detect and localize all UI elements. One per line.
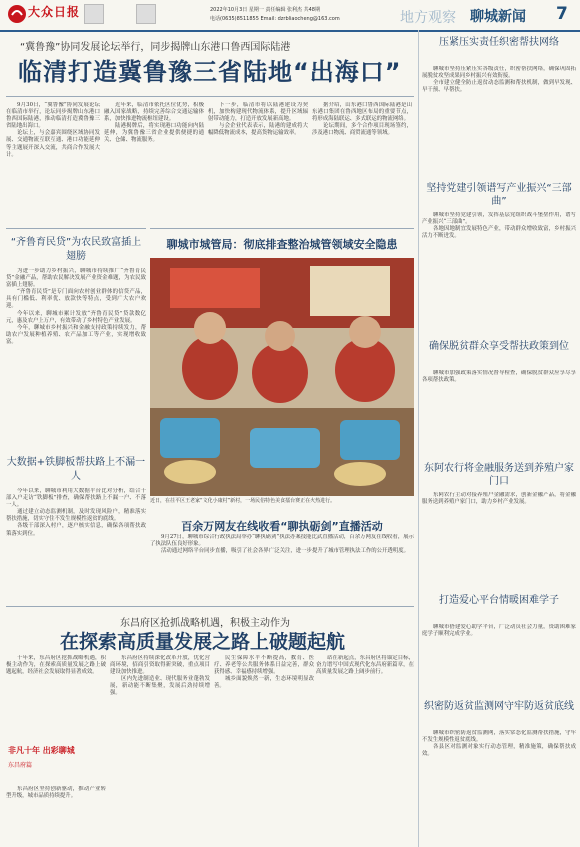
- contact-line: 电话(0635)8511855 Email: dzrbliaocheng@163.com: [210, 16, 340, 22]
- left-headline-2: 大数据+铁脚板帮扶路上不漏一人: [6, 457, 146, 482]
- bottom-body-col4: 站在新起点，东昌府区将锚定目标，奋力谱写中国式现代化东昌府新篇章，在高质量发展之路上阔步前行。: [316, 655, 414, 676]
- mid-headline: 聊城市城管局：彻底排查整治城管领域安全隐患: [166, 238, 398, 251]
- right-article-5-body: 聊城市搭建爱心助学平台，广泛动员社会力量，资助困难家庭学子顺利完成学业。: [422, 624, 576, 638]
- lead-body-col1: 9月30日，“冀鲁豫”协同发展论坛在临清市举行，论坛同步揭牌山东港口鲁西国际陆港，推动临清打造冀鲁豫三省陆地出海口。 论坛上，与会嘉宾围绕区域协同发展、交通物流互联互通、港口功能延伸等主题展开深入交流，共商合作发展大计。: [6, 102, 100, 158]
- lead-body-col4: 据介绍，山东港口鲁西国际陆港是山东港口集团在鲁西地区布局的重要节点，将形成海陆联运、多式联运的物流网络。 论坛期间，多个合作项目现场签约，涉及港口物流、商贸流通等领域。: [312, 102, 412, 137]
- bottom-body-col2: 东昌府区持续深化改革开放，优化营商环境，招商引资取得新突破，重点项目建设加快推进。 区内先进制造业、现代服务业蓬勃发展，新动能不断集聚，发展后劲持续增强。: [110, 655, 210, 697]
- page-header: [0, 0, 580, 32]
- photo-caption: 近日，在茌平区王老家“文化小康村”新村，一场民俗特色美食擂台赛正在火热进行。: [150, 498, 336, 504]
- left-headline-1: “齐鲁育民贷”为农民致富插上翅膀: [10, 237, 142, 262]
- right-article-3-body: 聊城市加强政策落实情况督导检查，确保脱贫群众应享尽享各项帮扶政策。: [422, 370, 576, 384]
- bottom-headline: 在探索高质量发展之路上破题起航: [60, 631, 346, 653]
- left-article-1-body: 为进一步助力乡村振兴，聊城市持续推广“齐鲁育民贷”金融产品，帮助农民解决发展产业资金难题，为农民致富插上翅膀。 “齐鲁育民贷”是专门面向农村创业群体的信贷产品，具有门槛低、利率优、放款快等特点，受到广大农户欢迎。 今年以来，聊城市累计发放“齐鲁育民贷”贷款数亿元，惠及农户上万户，有效带动了乡村特色产业发展。 今年，聊城市乡村振兴和金融支持政策持续发力，帮助农户发展种植养殖、农产品加工等产业，实现增收致富。: [6, 268, 146, 345]
- bottom-body-col3: 民生保障水平不断提高，教育、医疗、养老等公共服务体系日益完善，群众获得感、幸福感持续增强。 城乡面貌焕然一新，生态环境明显改善。: [214, 655, 314, 690]
- divider: [6, 228, 146, 229]
- qr-code-icon: [84, 4, 104, 24]
- bottom-body-col1b: 东昌府区坚持创新驱动，推动产业转型升级，城市品质持续提升。: [6, 786, 106, 800]
- banner-sub: 东昌府篇: [8, 762, 33, 769]
- series-banner: [8, 745, 86, 783]
- divider: [150, 228, 414, 229]
- lead-headline: 临清打造冀鲁豫三省陆地“出海口”: [18, 58, 402, 86]
- page-number: 7: [556, 4, 568, 24]
- live-headline: 百余万网友在线收看“聊执砺剑”直播活动: [181, 520, 383, 533]
- divider: [6, 96, 414, 97]
- lead-kicker: “冀鲁豫”协同发展论坛举行，同步揭牌山东港口鲁西国际陆港: [20, 42, 291, 53]
- issue-meta: 2022年10月3日 星期一 责任编辑 张利杰 共48期: [210, 7, 320, 13]
- banner-title: 非凡十年 出彩聊城: [8, 746, 75, 755]
- section-name: 聊城新闻: [470, 9, 526, 25]
- live-body: 9月27日，聊城市综合行政执法局举办“聊执砺剑”执法办案技能比武直播活动，百余万网友在线收看，展示了执法队伍良好形象。 活动通过网络平台同步直播，吸引了社会各界广泛关注，进一步提升了城市管理执法工作的公开透明度。: [150, 534, 414, 555]
- qr-code-icon: [136, 4, 156, 24]
- section-tag: 地方观察: [400, 10, 456, 26]
- right-headline-3: 确保脱贫群众享受帮扶政策到位: [429, 341, 569, 352]
- news-photo: [150, 258, 414, 496]
- lead-body-col2: 近年来，临清市依托区位优势，积极融入国家战略，持续完善综合交通运输体系，加快推进物流枢纽建设。 陆港揭牌后，将实现港口功能向内陆延伸，为冀鲁豫三省企业提供便捷的通关、仓储、物流服务。: [104, 102, 204, 144]
- column-divider: [418, 30, 419, 847]
- right-article-6-body: 聊城市织密防返贫监测网，落实常态化监测帮扶措施，守牢不发生规模性返贫底线。 各县区对监测对象实行动态管理，精准施策，确保帮扶成效。: [422, 730, 576, 758]
- bottom-body-col1: 十年来，东昌府区抢抓战略机遇，积极主动作为，在探索高质量发展之路上破题起航，经济社会发展取得显著成效。: [6, 655, 106, 676]
- logo-text: 大众日报: [28, 5, 81, 19]
- divider: [6, 606, 414, 607]
- right-article-1-body: 聊城市坚持压紧压实各级责任，织密帮扶网络，确保巩固拓展脱贫攻坚成果同乡村振兴有效衔接。 全市建立健全防止返贫动态监测和帮扶机制，做到早发现、早干预、早帮扶。: [422, 66, 576, 94]
- right-headline-5: 打造爱心平台情暖困难学子: [439, 595, 559, 606]
- right-article-4-body: 东阿农行主动对接养殖户金融需求，创新金融产品，将金融服务送到养殖户家门口，助力乡村产业发展。: [422, 492, 576, 506]
- right-headline-1: 压紧压实责任织密帮扶网络: [439, 37, 559, 48]
- lead-body-col3: 下一步，临清市将以陆港建设为契机，加快构建现代物流体系，提升区域辐射带动能力，打造开放发展新高地。 与会企业代表表示，陆港的建成将大幅降低物流成本，提高货物运输效率。: [208, 102, 308, 137]
- right-headline-6: 织密防返贫监测网守牢防返贫底线: [424, 701, 574, 712]
- bottom-kicker: 东昌府区抢抓战略机遇，积极主动作为: [120, 618, 290, 629]
- right-headline-2: 坚持党建引领谱写产业振兴“三部曲”: [426, 183, 572, 207]
- right-headline-4: 东阿农行将金融服务送到养殖户家门口: [424, 463, 574, 487]
- left-article-2-body: 今年以来，聊城市利用大数据平台比对分析，结合干部入户走访“铁脚板”排查，确保帮扶路上不漏一户、不落一人。 通过建立动态监测机制，及时发现风险户，精准落实帮扶措施，切实守住不发生规模性返贫的底线。 各级干部深入村户，逐户核实信息，确保各项帮扶政策落实到位。: [6, 488, 146, 537]
- right-article-2-body: 聊城市坚持党建引领，发挥基层党组织战斗堡垒作用，谱写产业振兴“三部曲”。 各地因地制宜发展特色产业，带动群众增收致富，乡村振兴活力不断迸发。: [422, 212, 576, 240]
